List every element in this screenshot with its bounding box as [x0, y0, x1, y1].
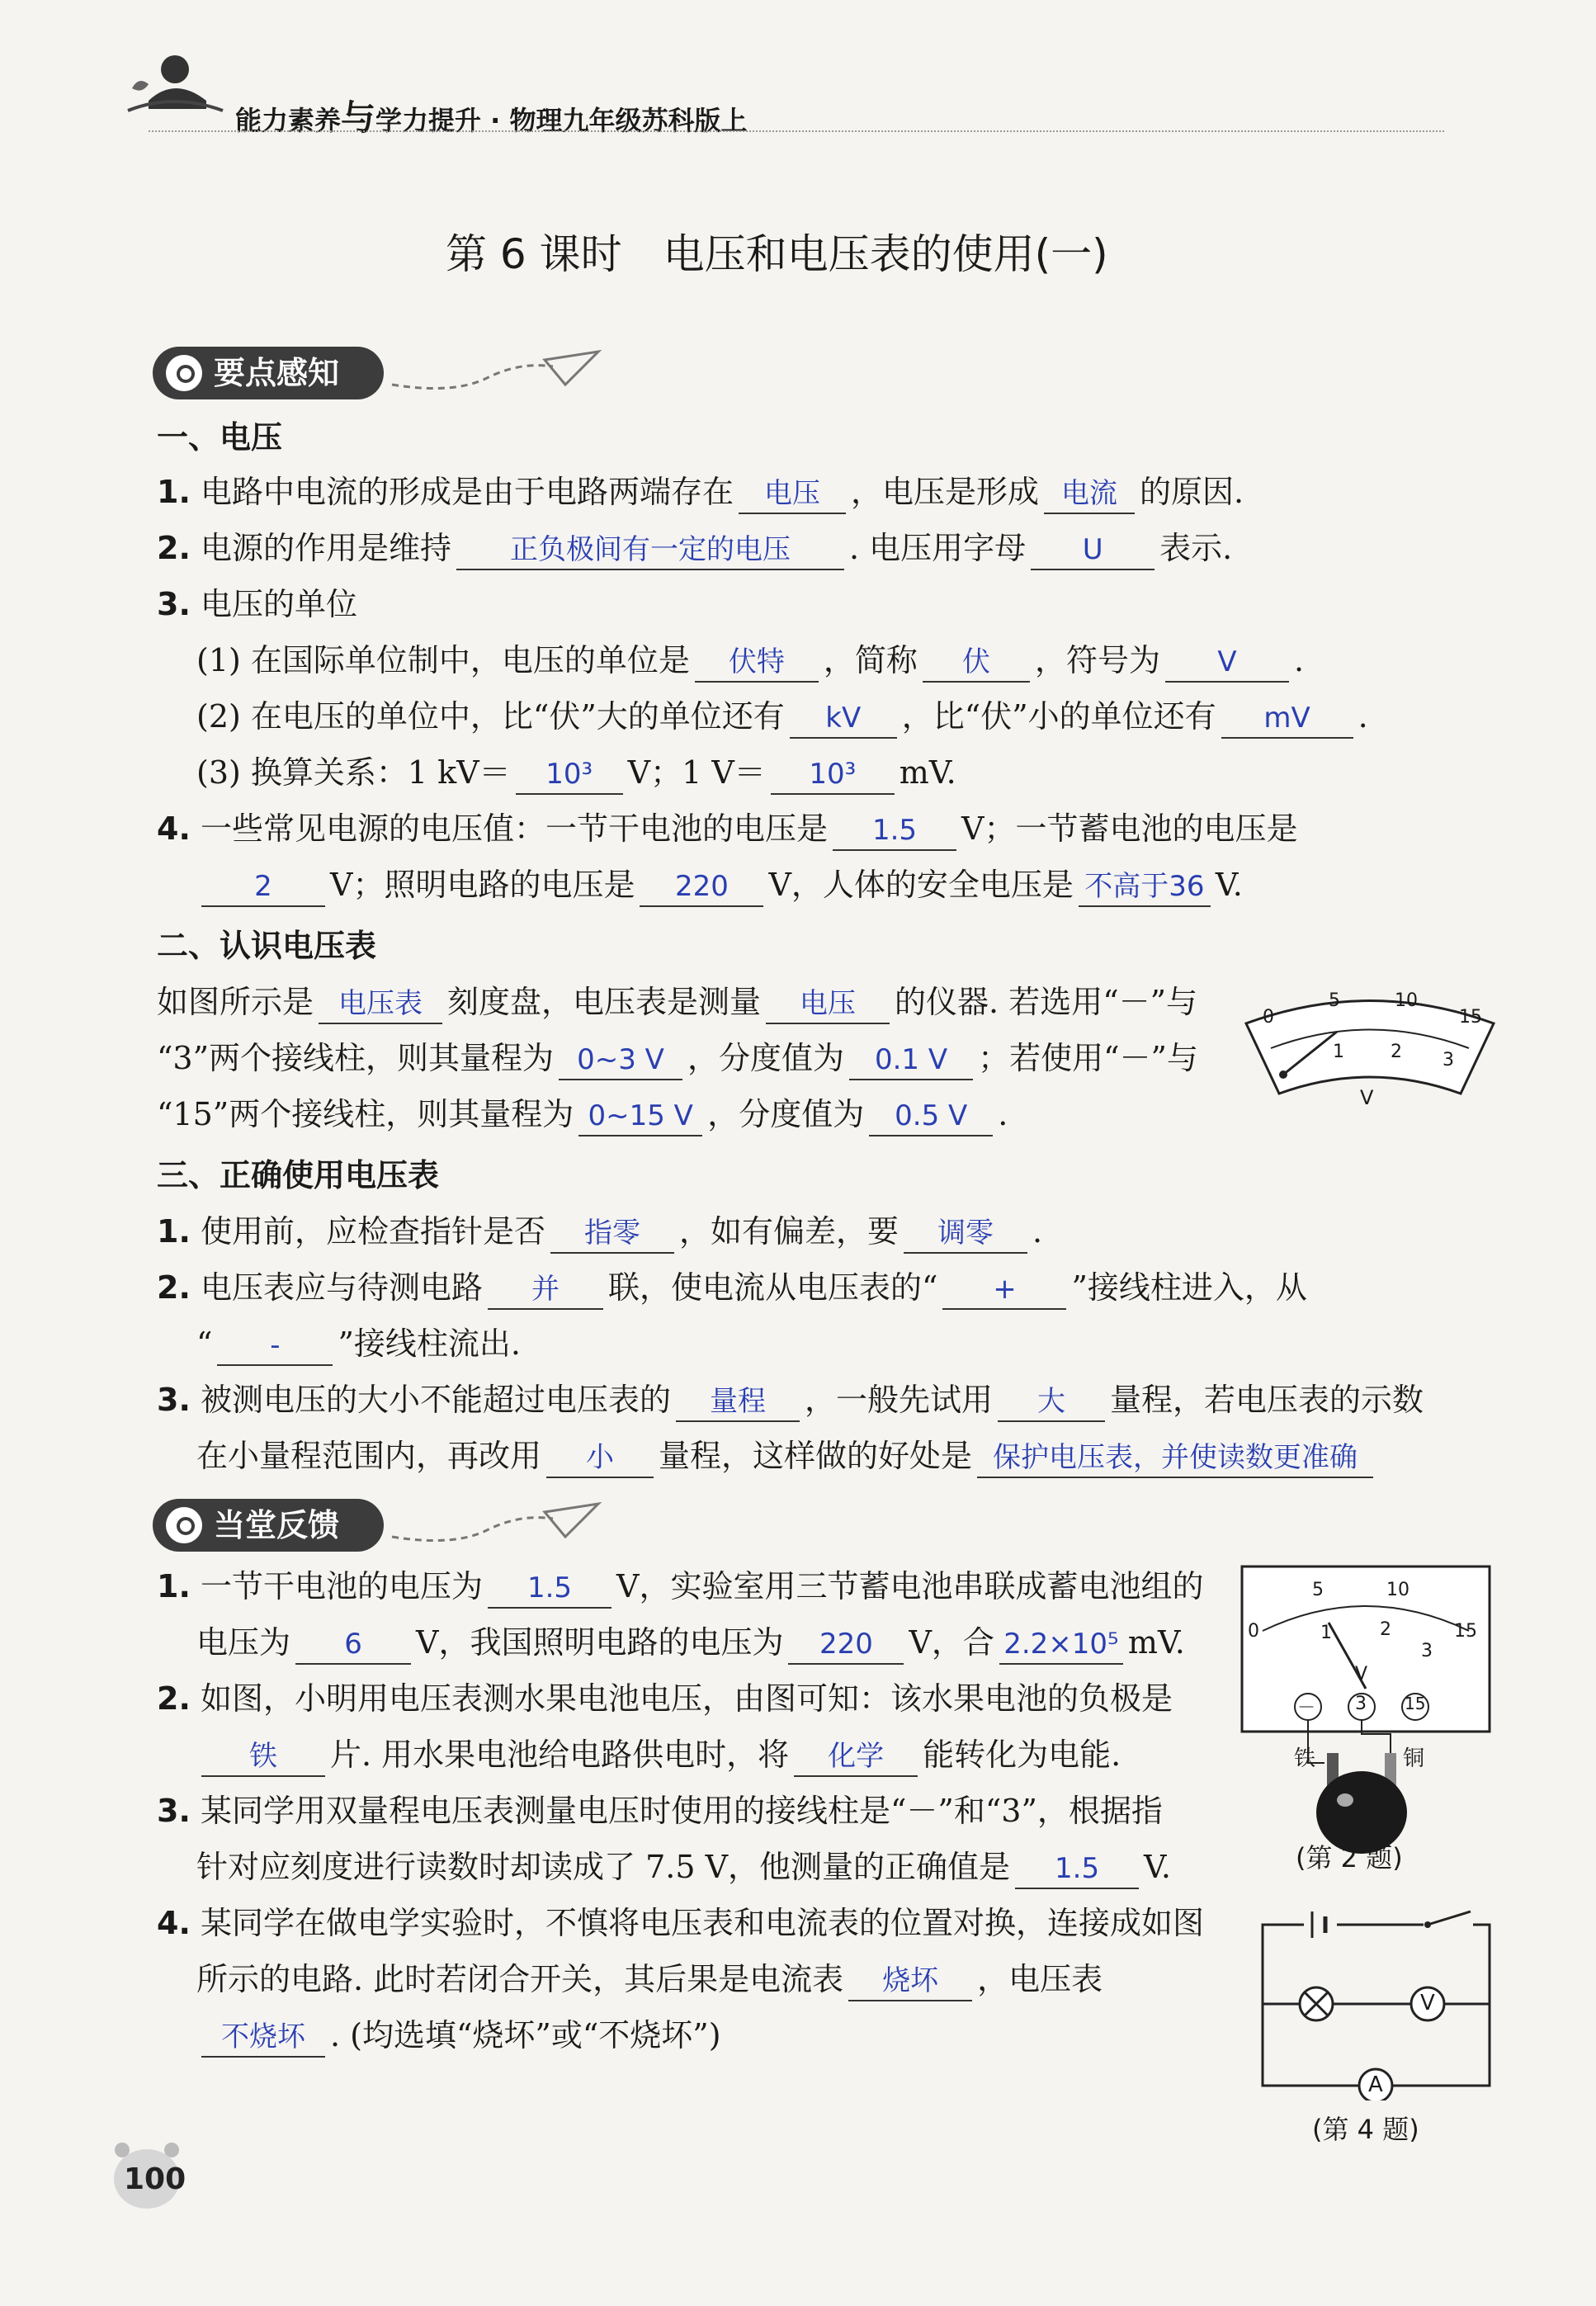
f4-answer-2: 不烧坏 — [201, 2018, 325, 2058]
fig2-dial-5: 5 — [1312, 1580, 1324, 1600]
p3-answer-1: 0~15 V — [578, 1097, 702, 1136]
q2: 2. 电源的作用是维持 正负极间有一定的电压 . 电压用字母 U 表示. — [157, 525, 1232, 571]
fig2-dial-b1: 1 — [1320, 1623, 1332, 1643]
r3-answer-2: 大 — [998, 1382, 1105, 1422]
section-feedback-label: 当堂反馈 — [153, 1499, 384, 1552]
page-number: 100 — [124, 2162, 187, 2196]
paper-plane-icon — [388, 1497, 602, 1550]
q4-answer-3: 220 — [640, 867, 763, 907]
dial-bottom-3: 3 — [1443, 1050, 1454, 1070]
fig2-dial-10: 10 — [1386, 1580, 1409, 1600]
q1-answer-1: 电压 — [739, 475, 846, 514]
r1-answer-1: 指零 — [550, 1214, 674, 1254]
figure-4 — [1254, 1907, 1502, 2145]
q4-answer-1: 1.5 — [833, 811, 956, 851]
q2-answer-2: U — [1031, 531, 1155, 570]
fig2-terminal-15: 15 — [1405, 1694, 1426, 1713]
f4b: 所示的电路. 此时若闭合开关，其后果是电流表 烧坏 ，电压表 — [196, 1956, 1103, 2002]
lesson-title: 第 6 课时 电压和电压表的使用(一) — [446, 230, 1108, 278]
f4c: 不烧坏 . (均选填“烧坏”或“不烧坏”) — [196, 2012, 721, 2058]
q3-1-answer-3: V — [1165, 643, 1289, 683]
q3-3-answer-2: 10³ — [771, 755, 895, 795]
f4-answer-1: 烧坏 — [848, 1962, 972, 2001]
r3: 3. 被测电压的大小不能超过电压表的 量程 ，一般先试用 大 量程，若电压表的示数 — [157, 1377, 1424, 1423]
fig2-dial-15: 15 — [1454, 1621, 1477, 1642]
figure-2 — [1238, 1565, 1494, 1874]
fig4-caption: (第 4 题) — [1312, 2114, 1419, 2145]
f1-answer-1: 1.5 — [488, 1569, 611, 1609]
q3: 3. 电压的单位 — [157, 586, 357, 622]
r2: 2. 电压表应与待测电路 并 联，使电流从电压表的“ + ”接线柱进入，从 — [157, 1264, 1307, 1311]
q2-answer-1: 正负极间有一定的电压 — [456, 531, 844, 570]
p1: 如图所示是 电压表 刻度盘，电压表是测量 电压 的仪器. 若选用“－”与 — [157, 979, 1197, 1025]
f2b: 铁 片. 用水果电池给电路供电时，将 化学 能转化为电能. — [196, 1732, 1121, 1778]
f4: 4. 某同学在做电学实验时，不慎将电压表和电流表的位置对换，连接成如图 — [157, 1905, 1204, 1941]
f3b: 针对应刻度进行读数时却读成了 7.5 V，他测量的正确值是 1.5 V. — [196, 1844, 1171, 1890]
p3-answer-2: 0.5 V — [869, 1097, 993, 1136]
dial-top-10: 10 — [1395, 990, 1418, 1011]
r3-answer-4: 保护电压表，并使读数更准确 — [977, 1439, 1373, 1478]
dial-bottom-1: 1 — [1333, 1042, 1344, 1062]
sub-voltage: 一、电压 — [157, 419, 283, 456]
q3-3: (3) 换算关系：1 kV＝ 10³ V；1 V＝ 10³ mV. — [196, 749, 956, 796]
fig2-terminal-minus: － — [1297, 1698, 1316, 1718]
header-title-part1: 能力素养 — [235, 105, 342, 136]
p2-answer-1: 0~3 V — [559, 1041, 682, 1080]
q3-2-answer-1: kV — [790, 699, 897, 739]
p3: “15”两个接线柱，则其量程为 0~15 V ，分度值为 0.5 V . — [157, 1091, 1008, 1137]
dial-top-15: 15 — [1459, 1007, 1482, 1028]
q4-answer-4: 不高于36 — [1079, 867, 1211, 907]
header-logo — [124, 51, 227, 119]
q4: 4. 一些常见电源的电压值：一节干电池的电压是 1.5 V；一节蓄电池的电压是 — [157, 806, 1297, 852]
f1-answer-4: 2.2×10⁵ — [999, 1625, 1123, 1665]
r1-answer-2: 调零 — [904, 1214, 1027, 1254]
header-rule — [149, 130, 1444, 132]
fig2-unit: V — [1355, 1664, 1368, 1685]
q4b: 2 V；照明电路的电压是 220 V，人体的安全电压是 不高于36 V. — [196, 862, 1243, 908]
r1: 1. 使用前，应检查指针是否 指零 ，如有偏差，要 调零 . — [157, 1208, 1042, 1255]
voltmeter-dial — [1238, 982, 1502, 1114]
fig2-iron-label: 铁 — [1294, 1746, 1316, 1771]
p1-answer-2: 电压 — [766, 985, 890, 1024]
f1b: 电压为 6 V，我国照明电路的电压为 220 V，合 2.2×10⁵ mV. — [196, 1619, 1185, 1666]
paper-plane-icon — [388, 345, 602, 398]
dial-bottom-2: 2 — [1391, 1042, 1402, 1062]
sub-voltmeter: 二、认识电压表 — [157, 928, 377, 964]
magnifier-icon — [166, 1507, 202, 1543]
f2-answer-2: 化学 — [794, 1737, 918, 1777]
fig2-copper-label: 铜 — [1403, 1746, 1425, 1771]
magnifier-icon — [166, 355, 202, 391]
q3-2: (2) 在电压的单位中，比“伏”大的单位还有 kV ，比“伏”小的单位还有 mV . — [196, 693, 1368, 740]
sub-correct-use: 三、正确使用电压表 — [157, 1157, 440, 1193]
r2-answer-3: - — [217, 1326, 333, 1366]
p1-answer-1: 电压表 — [319, 985, 442, 1024]
q1: 1. 电路中电流的形成是由于电路两端存在 电压 ，电压是形成 电流 的原因. — [157, 469, 1244, 515]
q3-1-answer-1: 伏特 — [695, 643, 819, 683]
dial-top-5: 5 — [1329, 990, 1340, 1011]
f3: 3. 某同学用双量程电压表测量电压时使用的接线柱是“－”和“3”，根据指 — [157, 1793, 1163, 1829]
fig2-dial-b3: 3 — [1421, 1641, 1433, 1661]
dial-top-0: 0 — [1263, 1007, 1274, 1028]
r2-answer-1: 并 — [488, 1270, 603, 1310]
f2: 2. 如图，小明用电压表测水果电池电压，由图可知：该水果电池的负极是 — [157, 1680, 1173, 1717]
fig2-caption: (第 2 题) — [1296, 1842, 1403, 1874]
dial-unit: V — [1360, 1086, 1374, 1109]
r2-answer-2: + — [942, 1270, 1066, 1310]
header-title-yu: 与 — [341, 97, 376, 138]
page-number-badge — [106, 2138, 188, 2212]
q3-2-answer-2: mV — [1221, 699, 1353, 739]
header-title-part2: 学力提升 · 物理九年级苏科版上 — [375, 105, 748, 136]
r2b: “ - ”接线柱流出. — [196, 1321, 521, 1367]
fig4-voltmeter: V — [1420, 1991, 1435, 2015]
header-title — [235, 91, 862, 138]
r3-answer-1: 量程 — [676, 1382, 800, 1422]
q3-1-answer-2: 伏 — [923, 643, 1030, 683]
f3-answer-1: 1.5 — [1015, 1850, 1139, 1889]
section-key-label: 要点感知 — [153, 347, 384, 399]
f1: 1. 一节干电池的电压为 1.5 V，实验室用三节蓄电池串联成蓄电池组的 — [157, 1563, 1203, 1609]
fig2-dial-b2: 2 — [1380, 1619, 1391, 1640]
p2: “3”两个接线柱，则其量程为 0~3 V ，分度值为 0.1 V ；若使用“－”与 — [157, 1035, 1198, 1081]
fig2-terminal-3: 3 — [1355, 1694, 1367, 1714]
fig4-ammeter: A — [1368, 2072, 1383, 2097]
q4-answer-2: 2 — [201, 867, 325, 907]
r3-answer-3: 小 — [546, 1439, 654, 1478]
fig2-dial-0: 0 — [1248, 1621, 1259, 1642]
f1-answer-3: 220 — [788, 1625, 904, 1665]
q1-answer-2: 电流 — [1044, 475, 1135, 514]
q3-1: (1) 在国际单位制中，电压的单位是 伏特 ，简称 伏 ，符号为 V . — [196, 637, 1304, 683]
q3-3-answer-1: 10³ — [516, 755, 623, 795]
r3b: 在小量程范围内，再改用 小 量程，这样做的好处是 保护电压表，并使读数更准确 — [196, 1433, 1378, 1479]
f2-answer-1: 铁 — [201, 1737, 325, 1777]
f1-answer-2: 6 — [295, 1625, 411, 1665]
p2-answer-2: 0.1 V — [849, 1041, 973, 1080]
